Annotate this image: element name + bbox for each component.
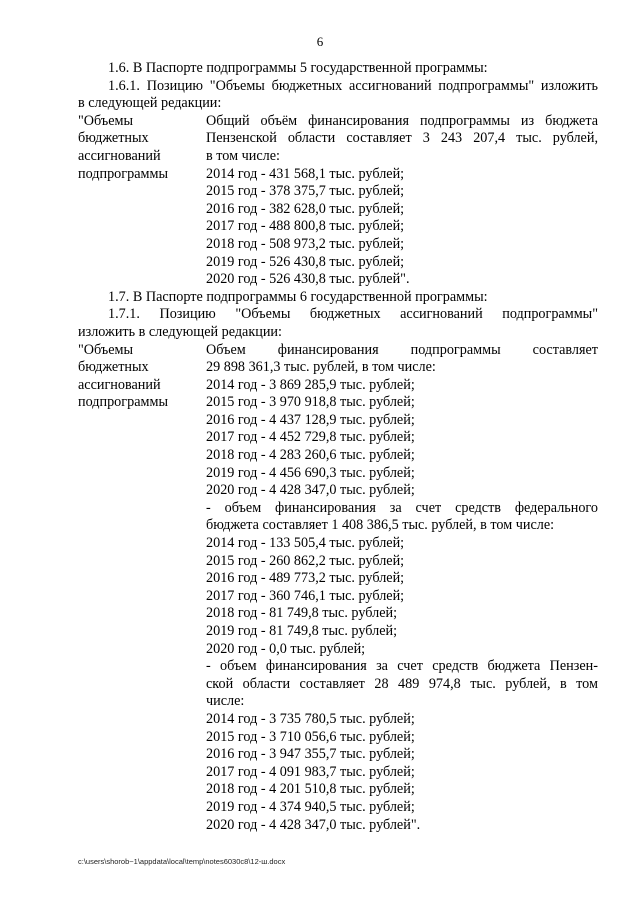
block1-value-line: 2017 год - 488 800,8 тыс. рублей; [206,218,405,235]
block2-value-line: 2019 год - 4 456 690,3 тыс. рублей; [206,464,415,481]
block1-value-line: 2020 год - 526 430,8 тыс. рублей". [206,271,410,288]
section-1-6-1-line1: 1.6.1. Позицию "Объемы бюджетных ассигнований подпрограммы" изложить [108,77,598,94]
block1-label-line: бюджетных [78,130,149,147]
block2-value-line: 2018 год - 4 201 510,8 тыс. рублей; [206,781,415,798]
block2-value-line: числе: [206,693,245,710]
block2-value-line: - объем финансирования за счет средств федерального [206,499,598,516]
block1-value-line: в том числе: [206,147,280,164]
block2-value-line: 2017 год - 4 091 983,7 тыс. рублей; [206,763,415,780]
block2-label-line: ассигнований [78,376,161,393]
block2-value-line: ской области составляет 28 489 974,8 тыс. рублей, в том [206,675,598,692]
block2-value-line: 2014 год - 133 505,4 тыс. рублей; [206,535,405,552]
document-body [78,60,598,834]
block2-value-line: 2018 год - 81 749,8 тыс. рублей; [206,605,398,622]
section-1-6-heading: 1.6. В Паспорте подпрограммы 5 государственной программы: [108,60,488,76]
block2-value-line: 2020 год - 4 428 347,0 тыс. рублей; [206,482,415,499]
block2-value-line: 2019 год - 4 374 940,5 тыс. рублей; [206,798,415,815]
budget-block-2 [78,342,598,835]
block2-value-line: 2016 год - 4 437 128,9 тыс. рублей; [206,411,415,428]
block2-label-line: подпрограммы [78,394,168,411]
block2-value-line: 2015 год - 260 862,2 тыс. рублей; [206,552,405,569]
file-path-footer: c:\users\shorob~1\appdata\local\temp\notes6030c8\12-ш.docx [78,857,286,866]
block1-label-line: "Объемы [78,112,134,129]
block1-value-line: 2015 год - 378 375,7 тыс. рублей; [206,183,405,200]
block2-value-line: 2020 год - 0,0 тыс. рублей; [206,640,366,657]
block2-value-line: 29 898 361,3 тыс. рублей, в том числе: [206,359,436,376]
block2-value-line: 2014 год - 3 735 780,5 тыс. рублей; [206,710,415,727]
block2-value-line: 2015 год - 3 970 918,8 тыс. рублей; [206,394,415,411]
block2-label-line: бюджетных [78,359,149,376]
block2-value-line: 2015 год - 3 710 056,6 тыс. рублей; [206,728,415,745]
section-1-7-heading: 1.7. В Паспорте подпрограммы 6 государственной программы: [108,288,488,305]
budget-block-1 [78,113,598,289]
section-1-7-1-line1: 1.7.1. Позицию "Объемы бюджетных ассигнований подпрограммы" [108,306,598,323]
block1-value-line: 2016 год - 382 628,0 тыс. рублей; [206,200,405,217]
section-1-7-1-line2: изложить в следующей редакции: [78,323,282,340]
block2-value-line: бюджета составляет 1 408 386,5 тыс. рублей, в том числе: [206,517,555,534]
block1-value-line: 2019 год - 526 430,8 тыс. рублей; [206,253,405,270]
block1-value-line: Пензенской области составляет 3 243 207,4 тыс. рублей, [206,130,598,147]
block2-value-line: 2016 год - 489 773,2 тыс. рублей; [206,570,405,587]
block1-value-line: Общий объём финансирования подпрограммы из бюджета [206,112,598,129]
block1-value-line: 2018 год - 508 973,2 тыс. рублей; [206,235,405,252]
block1-value-line: 2014 год - 431 568,1 тыс. рублей; [206,165,405,182]
block1-label-line: ассигнований [78,147,161,164]
block1-label-line: подпрограммы [78,165,168,182]
block2-value-line: 2017 год - 360 746,1 тыс. рублей; [206,587,405,604]
block2-value-line: - объем финансирования за счет средств бюджета Пензен- [206,658,598,675]
block2-label-line: "Объемы [78,341,134,358]
block2-value-line: 2018 год - 4 283 260,6 тыс. рублей; [206,447,415,464]
block2-value-line: 2017 год - 4 452 729,8 тыс. рублей; [206,429,415,446]
block2-value-line: Объем финансирования подпрограммы составляет [206,341,598,358]
block2-value-line: 2019 год - 81 749,8 тыс. рублей; [206,623,398,639]
section-1-6-1-line2: в следующей редакции: [78,95,222,112]
block2-value-line: 2014 год - 3 869 285,9 тыс. рублей; [206,376,415,393]
page-number: 6 [316,34,324,49]
block2-value-line: 2020 год - 4 428 347,0 тыс. рублей". [206,816,421,833]
block2-value-line: 2016 год - 3 947 355,7 тыс. рублей; [206,746,415,763]
